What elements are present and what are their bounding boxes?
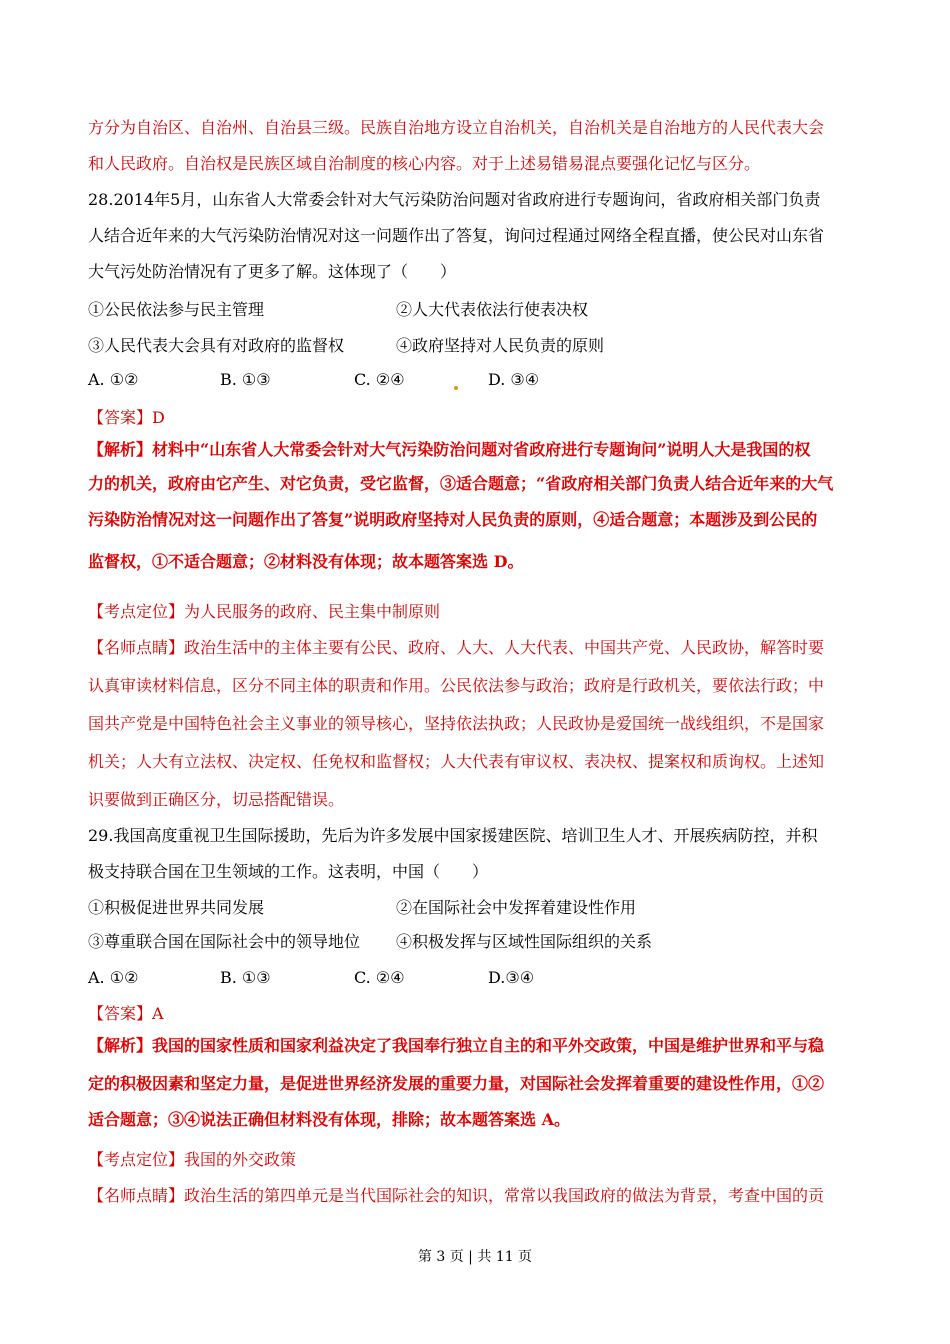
q28-option-1: ①公民依法参与民主管理 (88, 300, 265, 319)
q29-choice-c: C. ②④ (354, 968, 405, 987)
q29-answer: 【答案】A (88, 1004, 164, 1023)
q28-mingshi-line-3: 国共产党是中国特色社会主义事业的领导核心，坚持依法执政；人民政协是爱国统一战线组织，不是国家 (88, 714, 825, 733)
q29-option-1: ①积极促进世界共同发展 (88, 898, 265, 917)
q29-kaodian: 【考点定位】我国的外交政策 (88, 1150, 297, 1169)
q29-mingshi-line-1: 【名师点睛】政治生活的第四单元是当代国际社会的知识，常常以我国政府的做法为背景，考查中国的贡 (88, 1186, 825, 1205)
q28-answer: 【答案】D (88, 408, 165, 427)
q28-mingshi-line-1: 【名师点睛】政治生活中的主体主要有公民、政府、人大、人大代表、中国共产党、人民政协，解答时要 (88, 638, 825, 657)
q28-stem-line-2: 人结合近年来的大气污染防治情况对这一问题作出了答复，询问过程通过网络全程直播，使公民对山东省 (88, 226, 825, 245)
stray-dot-mark (454, 386, 458, 390)
q29-analysis-line-1: 【解析】我国的国家性质和国家利益决定了我国奉行独立自主的和平外交政策，中国是维护世界和平与稳 (88, 1036, 825, 1055)
q29-stem-line-2: 极支持联合国在卫生领域的工作。这表明，中国（ ） (88, 862, 489, 881)
q28-stem-line-1: 28.2014年5月，山东省人大常委会针对大气污染防治问题对省政府进行专题询问，省政府相关部门负责 (88, 190, 821, 209)
q28-option-3: ③人民代表大会具有对政府的监督权 (88, 336, 345, 355)
q28-stem-line-3: 大气污处防治情况有了更多了解。这体现了（ ） (88, 262, 457, 281)
q28-mingshi-line-5: 识要做到正确区分，切忌搭配错误。 (88, 790, 345, 809)
q28-mingshi-line-4: 机关；人大有立法权、决定权、任免权和监督权；人大代表有审议权、表决权、提案权和质询权。上述知 (88, 752, 825, 771)
q28-analysis-line-2: 力的机关，政府由它产生、对它负责，受它监督，③适合题意；“省政府相关部门负责人结合近年来的大气 (88, 474, 834, 493)
intro-line-1: 方分为自治区、自治州、自治县三级。民族自治地方设立自治机关，自治机关是自治地方的人民代表大会 (88, 118, 825, 137)
q28-analysis-line-4: 监督权，①不适合题意；②材料没有体现；故本题答案选 D。 (88, 552, 524, 571)
q29-option-2: ②在国际社会中发挥着建设性作用 (396, 898, 637, 917)
q28-choice-d: D. ③④ (488, 370, 540, 389)
q28-choice-c: C. ②④ (354, 370, 405, 389)
q29-option-4: ④积极发挥与区域性国际组织的关系 (396, 932, 653, 951)
q28-option-2: ②人大代表依法行使表决权 (396, 300, 589, 319)
q29-choice-a: A. ①② (88, 968, 139, 987)
q29-option-3: ③尊重联合国在国际社会中的领导地位 (88, 932, 361, 951)
page-footer: 第 3 页 | 共 11 页 (417, 1249, 533, 1265)
q28-mingshi-line-2: 认真审读材料信息，区分不同主体的职责和作用。公民依法参与政治；政府是行政机关，要依法行政；中 (88, 676, 825, 695)
q29-analysis-line-3: 适合题意；③④说法正确但材料没有体现，排除；故本题答案选 A。 (88, 1110, 570, 1129)
q28-analysis-line-3: 污染防治情况对这一问题作出了答复”说明政府坚持对人民负责的原则，④适合题意；本题涉及到公民的 (88, 510, 818, 529)
q28-kaodian: 【考点定位】为人民服务的政府、民主集中制原则 (88, 602, 441, 621)
q28-choice-a: A. ①② (88, 370, 139, 389)
q29-stem-line-1: 29.我国高度重视卫生国际援助，先后为许多发展中国家援建医院、培训卫生人才、开展疾病防控，并积 (88, 826, 818, 845)
intro-line-2: 和人民政府。自治权是民族区域自治制度的核心内容。对于上述易错易混点要强化记忆与区分。 (88, 154, 761, 173)
q28-option-4: ④政府坚持对人民负责的原则 (396, 336, 605, 355)
q28-choice-b: B. ①③ (220, 370, 271, 389)
q29-choice-d: D.③④ (488, 968, 535, 987)
q29-analysis-line-2: 定的积极因素和坚定力量，是促进世界经济发展的重要力量，对国际社会发挥着重要的建设性作用，①② (88, 1074, 825, 1093)
q29-choice-b: B. ①③ (220, 968, 271, 987)
q28-analysis-line-1: 【解析】材料中“山东省人大常委会针对大气污染防治问题对省政府进行专题询问”说明人大是我国的权 (88, 440, 811, 459)
